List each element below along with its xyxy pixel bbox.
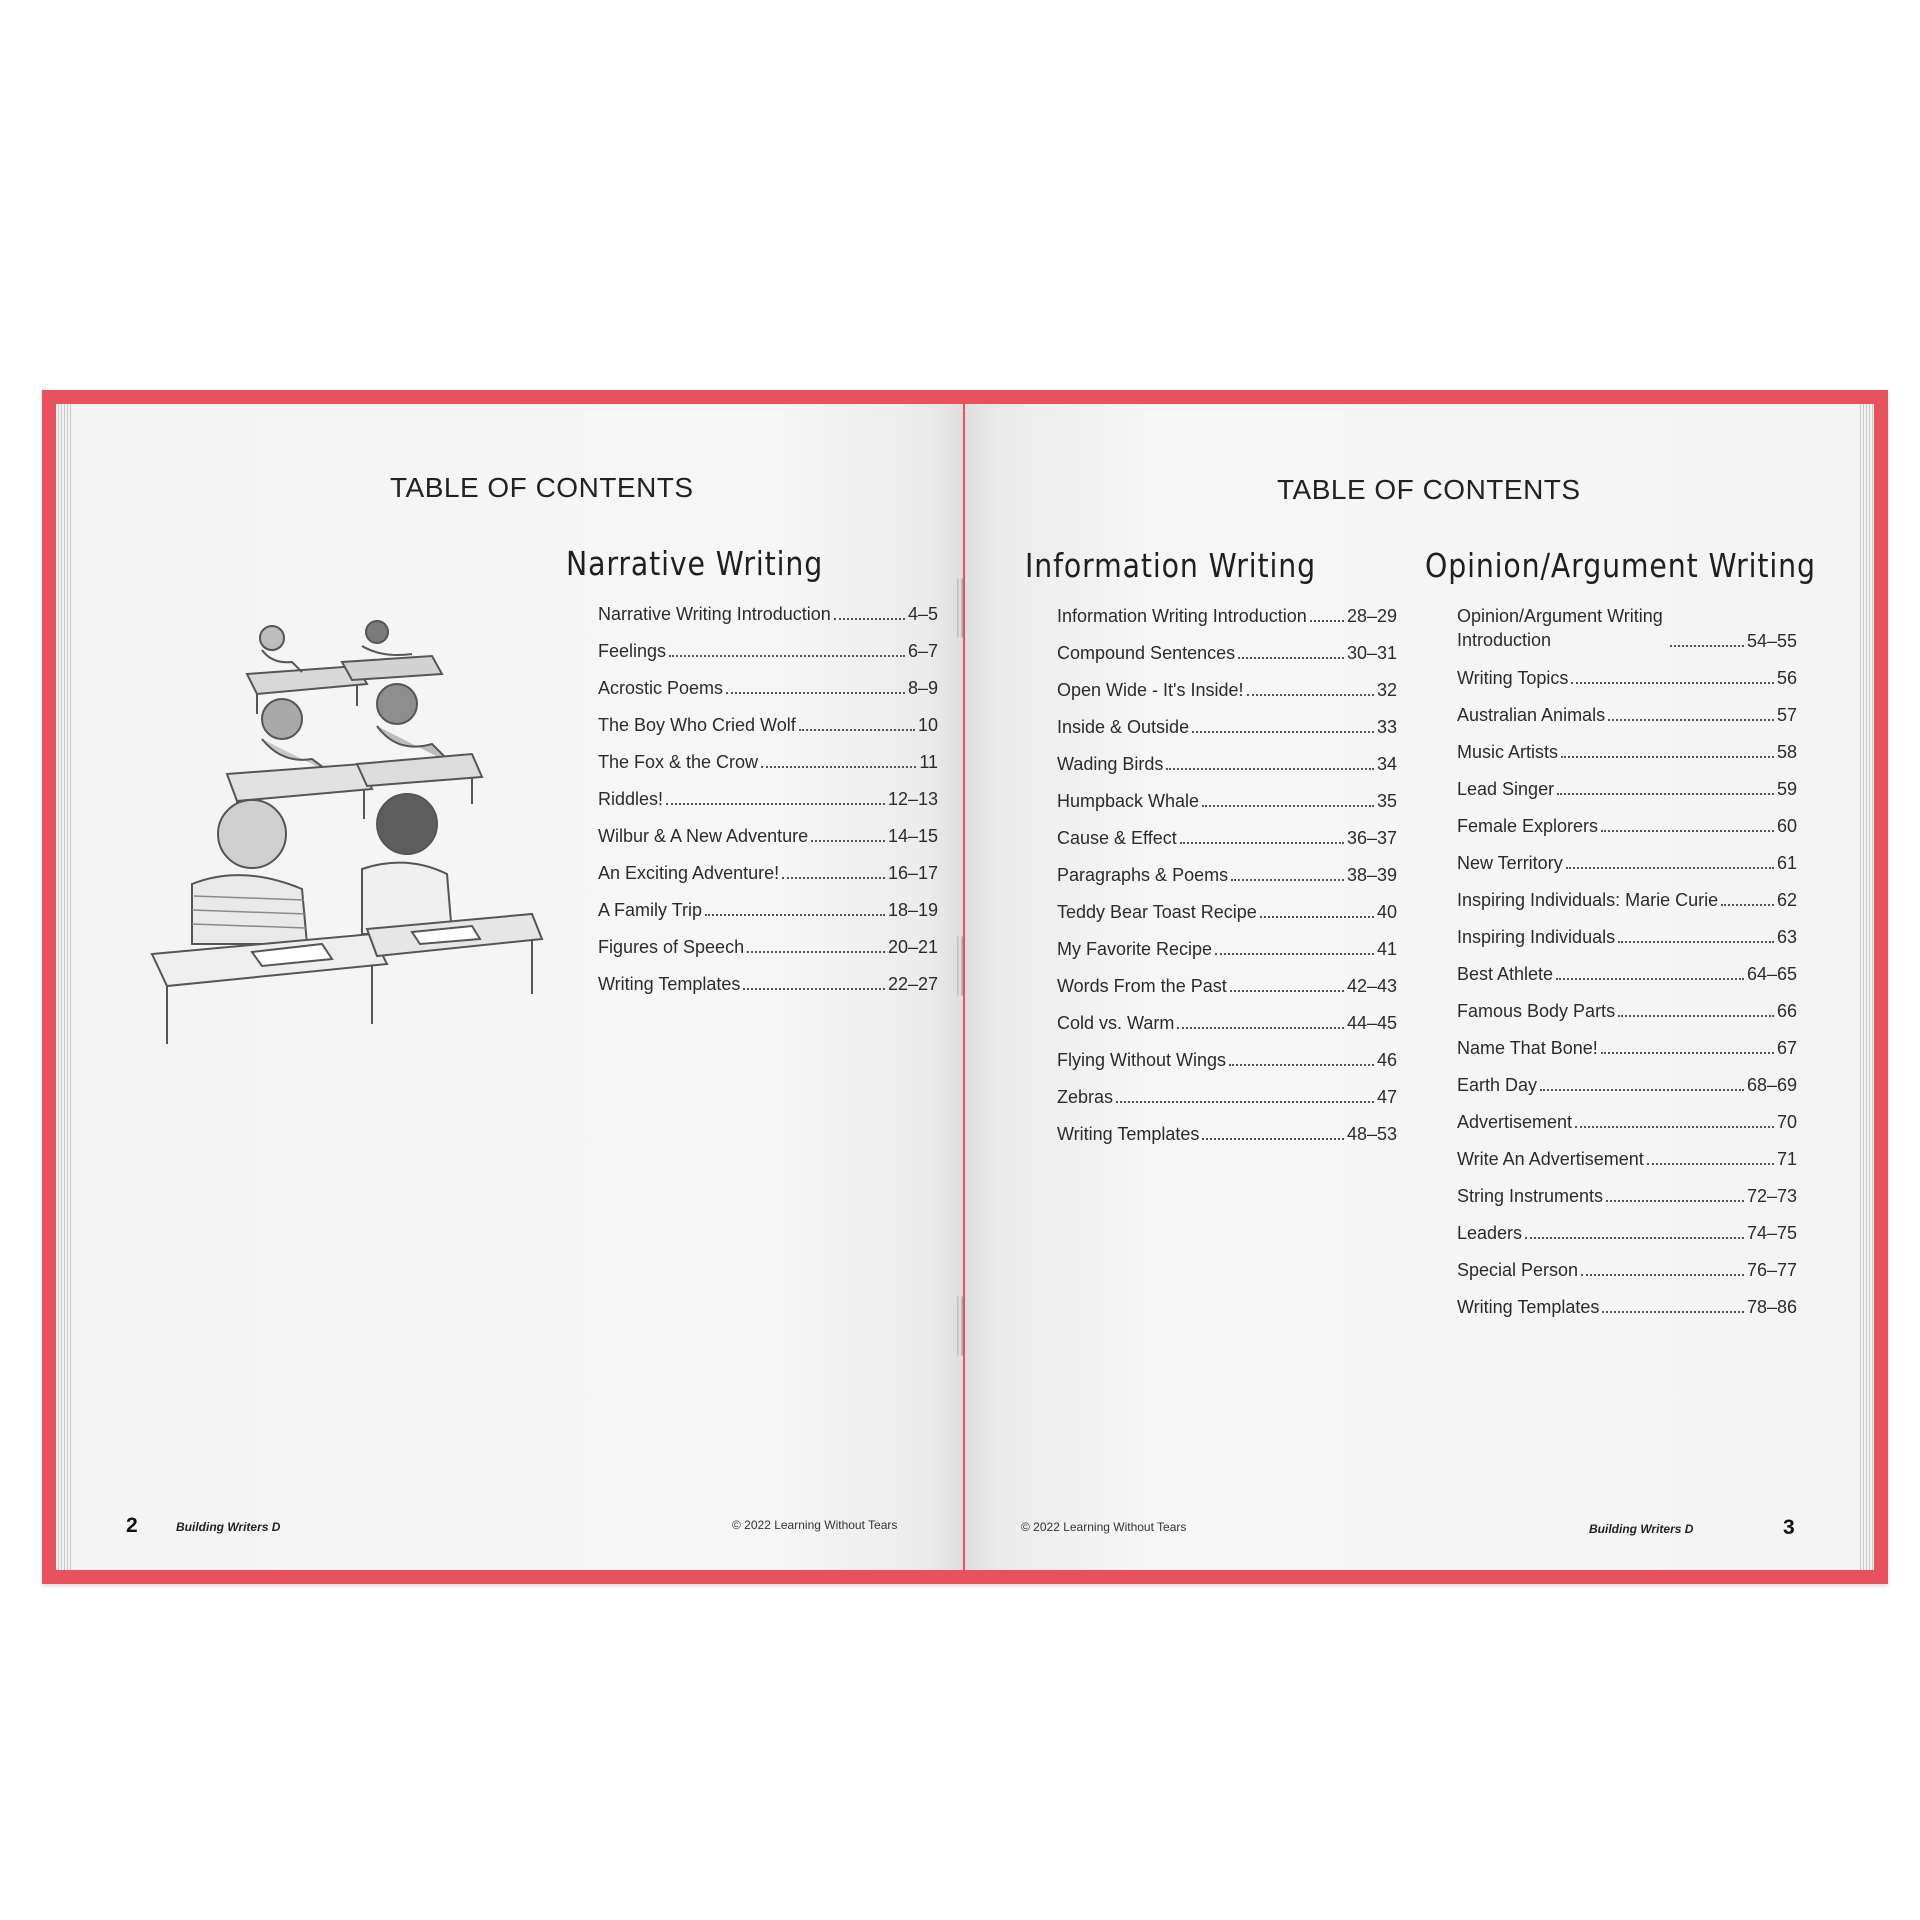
book-title: Building Writers D <box>1589 1522 1694 1536</box>
toc-item[interactable]: Figures of Speech 20–21 <box>598 937 938 957</box>
section-heading-opinion: Opinion/Argument Writing <box>1425 546 1816 585</box>
toc-item[interactable]: Female Explorers 60 <box>1457 816 1797 836</box>
toc-item[interactable]: Writing Templates 48–53 <box>1057 1124 1397 1144</box>
toc-item[interactable]: Special Person 76–77 <box>1457 1260 1797 1280</box>
page-title: TABLE OF CONTENTS <box>1277 474 1581 505</box>
toc-item[interactable]: Opinion/Argument Writing Introduction 54–55 <box>1457 606 1797 651</box>
students-illustration <box>132 614 572 1074</box>
toc-item[interactable]: Words From the Past 42–43 <box>1057 976 1397 996</box>
book-cover-edge <box>42 390 1888 1584</box>
toc-item[interactable]: Riddles! 12–13 <box>598 789 938 809</box>
toc-item[interactable]: Acrostic Poems 8–9 <box>598 678 938 698</box>
toc-item[interactable]: Information Writing Introduction 28–29 <box>1057 606 1397 626</box>
toc-item[interactable]: Compound Sentences 30–31 <box>1057 643 1397 663</box>
page-edges <box>56 404 72 1570</box>
toc-item[interactable]: Inspiring Individuals 63 <box>1457 927 1797 947</box>
page-number: 2 <box>126 1514 138 1537</box>
toc-item[interactable]: String Instruments 72–73 <box>1457 1186 1797 1206</box>
copyright: © 2022 Learning Without Tears <box>1021 1520 1187 1534</box>
toc-item[interactable]: Australian Animals 57 <box>1457 705 1797 725</box>
toc-item[interactable]: The Fox & the Crow 11 <box>598 752 938 772</box>
toc-item[interactable]: A Family Trip 18–19 <box>598 900 938 920</box>
toc-item[interactable]: Cold vs. Warm 44–45 <box>1057 1013 1397 1033</box>
toc-item[interactable]: Open Wide - It's Inside! 32 <box>1057 680 1397 700</box>
right-page <box>965 404 1874 1570</box>
copyright: © 2022 Learning Without Tears <box>732 1518 898 1532</box>
toc-item[interactable]: Cause & Effect 36–37 <box>1057 828 1397 848</box>
toc-item[interactable]: Flying Without Wings 46 <box>1057 1050 1397 1070</box>
toc-item[interactable]: Feelings 6–7 <box>598 641 938 661</box>
toc-item[interactable]: Best Athlete 64–65 <box>1457 964 1797 984</box>
toc-item[interactable]: Wilbur & A New Adventure 14–15 <box>598 826 938 846</box>
page-title: TABLE OF CONTENTS <box>390 472 694 503</box>
toc-item[interactable]: Writing Templates 78–86 <box>1457 1297 1797 1317</box>
toc-item[interactable]: Inside & Outside 33 <box>1057 717 1397 737</box>
toc-item[interactable]: Zebras 47 <box>1057 1087 1397 1107</box>
toc-item[interactable]: Leaders 74–75 <box>1457 1223 1797 1243</box>
toc-item[interactable]: Write An Advertisement 71 <box>1457 1149 1797 1169</box>
toc-list-information <box>1057 590 1397 1145</box>
section-heading-information: Information Writing <box>1025 546 1317 585</box>
toc-item[interactable]: Humpback Whale 35 <box>1057 791 1397 811</box>
toc-item[interactable]: Earth Day 68–69 <box>1457 1075 1797 1095</box>
staple <box>957 578 963 638</box>
toc-item[interactable]: Writing Topics 56 <box>1457 668 1797 688</box>
toc-item[interactable]: Writing Templates 22–27 <box>598 974 938 994</box>
book-title: Building Writers D <box>176 1520 281 1534</box>
toc-item[interactable]: Wading Birds 34 <box>1057 754 1397 774</box>
toc-item[interactable]: Famous Body Parts 66 <box>1457 1001 1797 1021</box>
toc-item[interactable]: An Exciting Adventure! 16–17 <box>598 863 938 883</box>
toc-item[interactable]: Teddy Bear Toast Recipe 40 <box>1057 902 1397 922</box>
toc-item[interactable]: Name That Bone! 67 <box>1457 1038 1797 1058</box>
section-heading-narrative: Narrative Writing <box>566 544 824 583</box>
left-page <box>56 404 963 1570</box>
page-edges <box>1858 404 1874 1570</box>
staple <box>957 936 963 996</box>
toc-item[interactable]: Music Artists 58 <box>1457 742 1797 762</box>
toc-item[interactable]: The Boy Who Cried Wolf 10 <box>598 715 938 735</box>
toc-item[interactable]: Narrative Writing Introduction 4–5 <box>598 604 938 624</box>
toc-item[interactable]: Lead Singer 59 <box>1457 779 1797 799</box>
toc-item[interactable]: Inspiring Individuals: Marie Curie 62 <box>1457 890 1797 910</box>
toc-item[interactable]: Advertisement 70 <box>1457 1112 1797 1132</box>
toc-item[interactable]: Paragraphs & Poems 38–39 <box>1057 865 1397 885</box>
toc-list-opinion <box>1457 592 1797 1318</box>
toc-item[interactable]: New Territory 61 <box>1457 853 1797 873</box>
toc-item[interactable]: My Favorite Recipe 41 <box>1057 939 1397 959</box>
toc-list-narrative <box>598 588 938 995</box>
page-number: 3 <box>1783 1516 1795 1539</box>
staple <box>957 1296 963 1356</box>
